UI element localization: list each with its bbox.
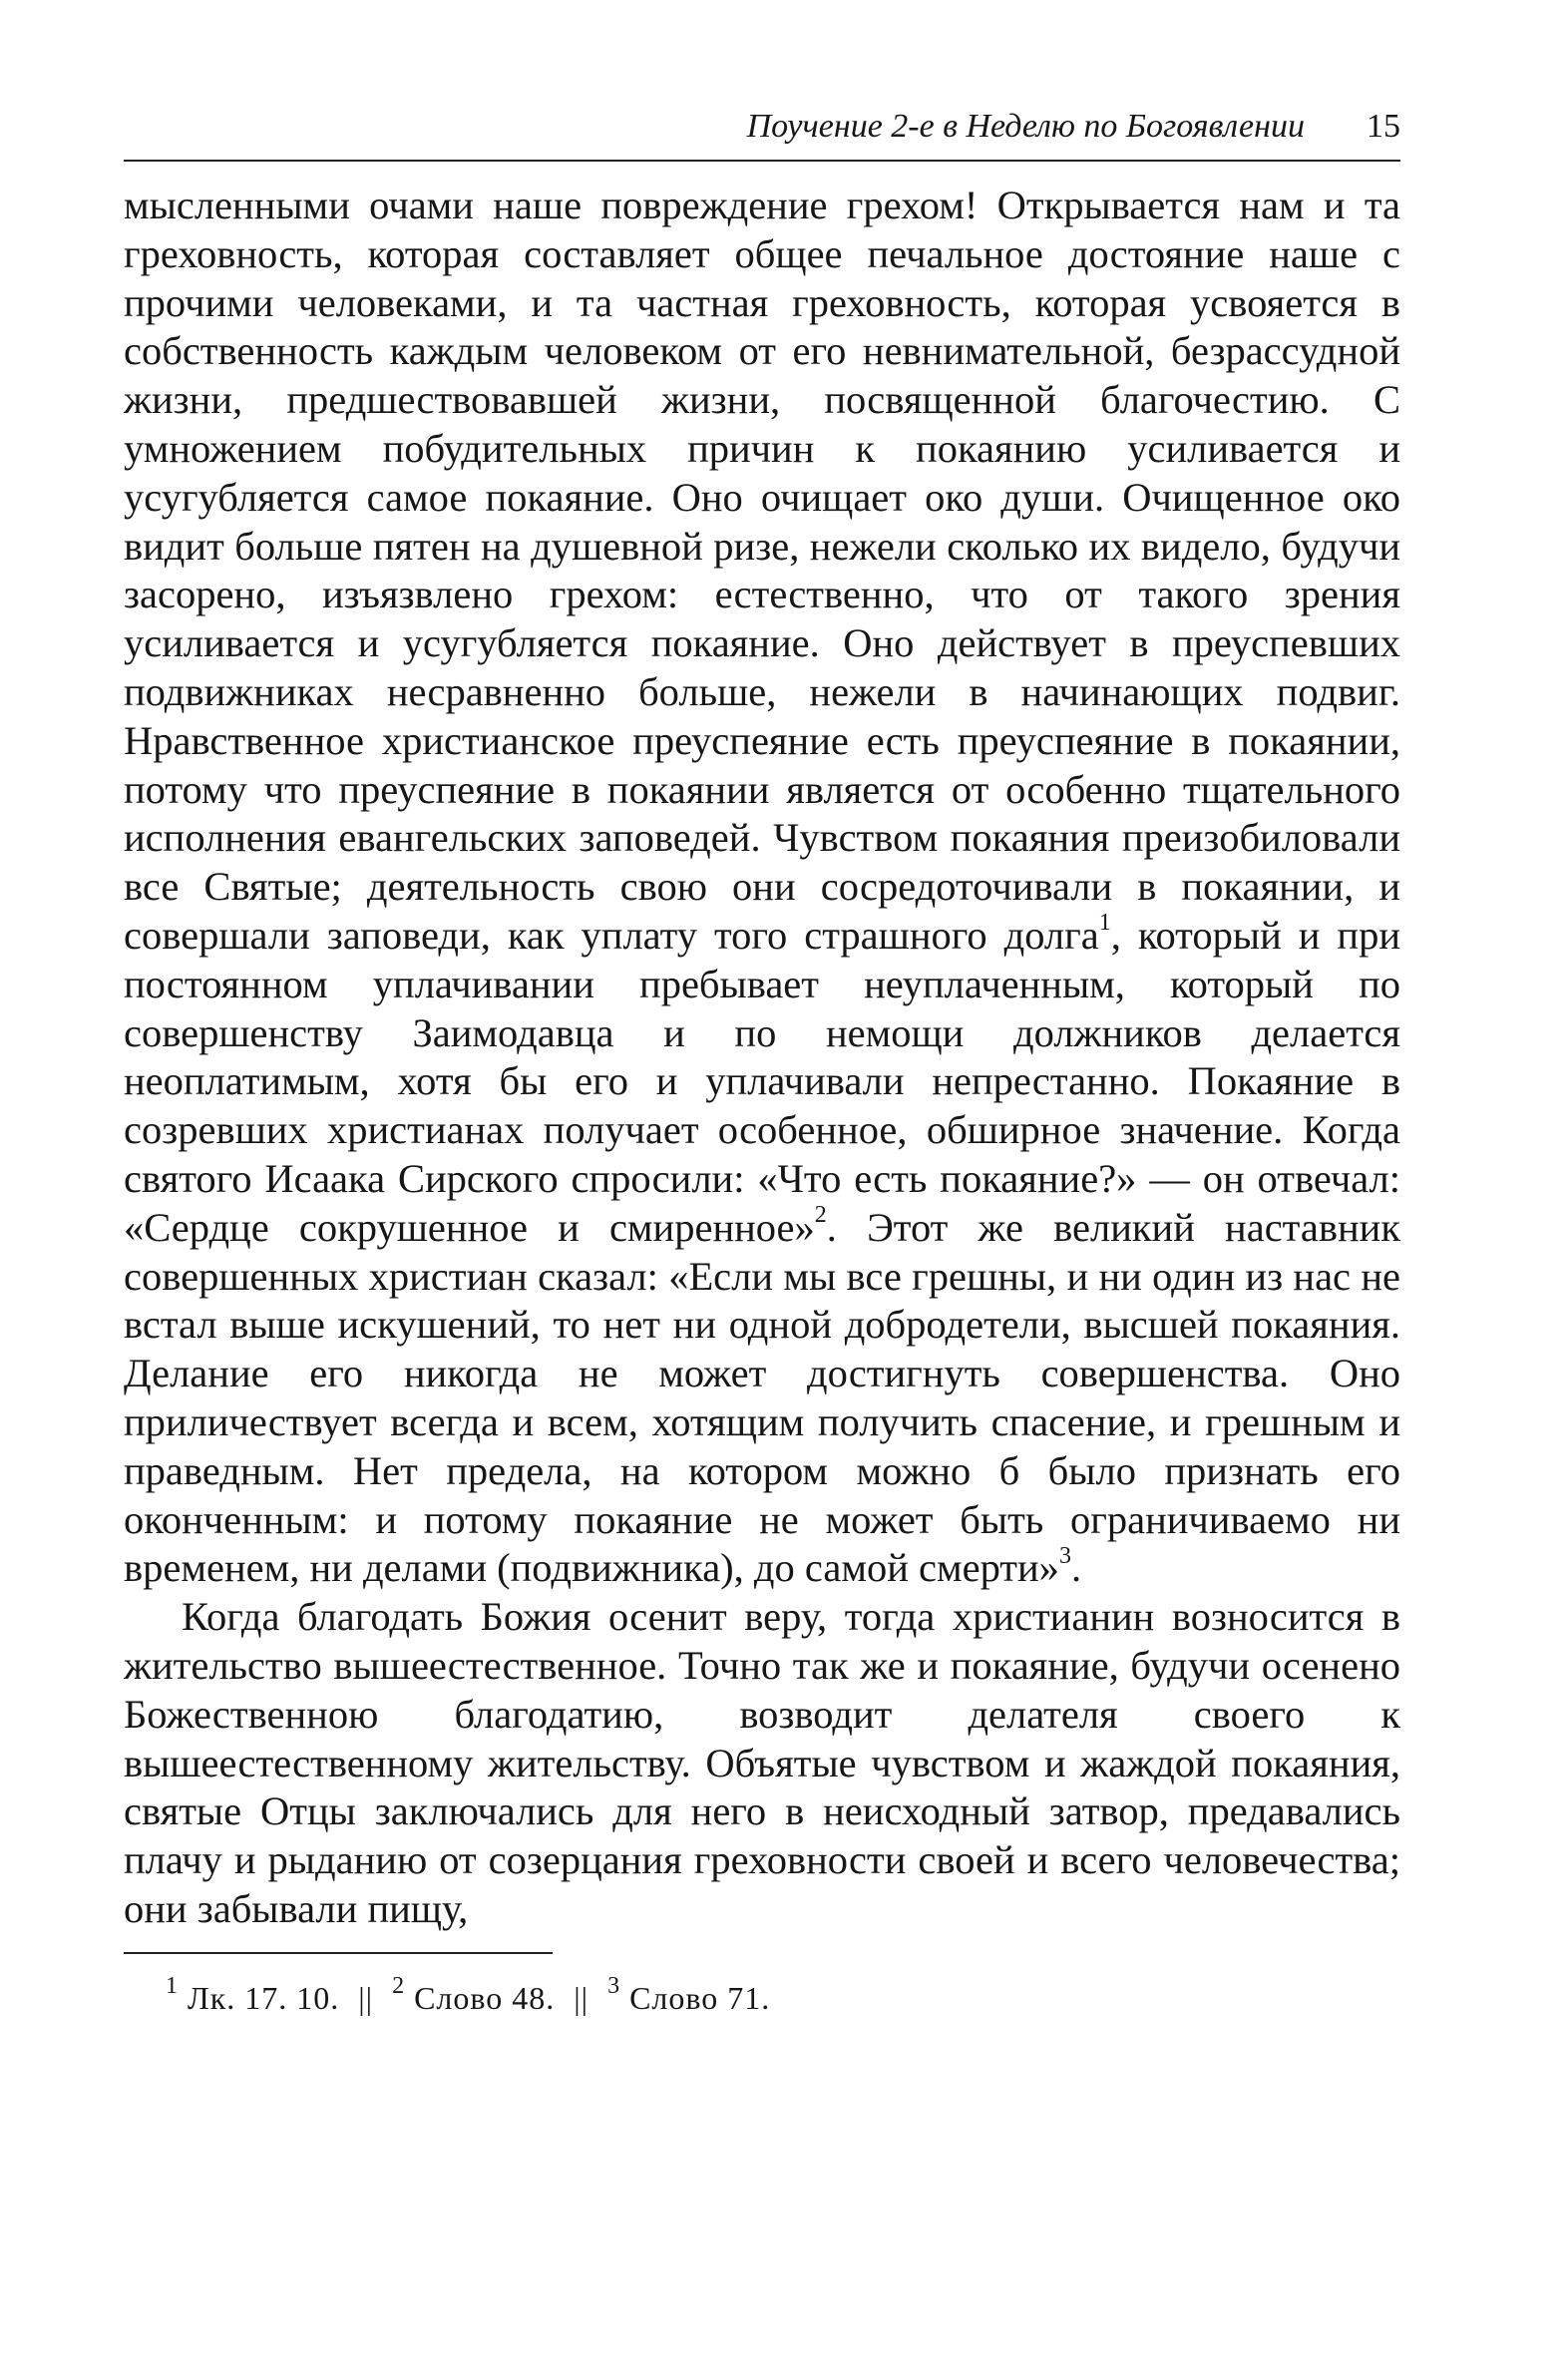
footnote-mark: 3 (607, 1973, 621, 2000)
footnote-mark: 1 (166, 1973, 179, 2000)
book-page (124, 108, 1400, 2018)
footnote-separator: || (358, 1979, 374, 2016)
running-header (124, 108, 1400, 162)
footnotes (124, 1973, 1400, 2018)
footnote-text: Слово 71. (629, 1979, 771, 2016)
footnote-separator: || (574, 1979, 589, 2016)
paragraph-continued (124, 182, 1400, 1593)
footnote (392, 1973, 556, 2016)
footnote-reference: 3 (1058, 1542, 1071, 1569)
footnote-reference: 2 (814, 1202, 827, 1229)
footnote-text: Лк. 17. 10. (188, 1979, 340, 2016)
paragraph-text: . Этот же великий наставник совершенных христиан сказал: «Если мы все грешны, и ни один из нас не встал выше искушений, то нет ни одной добродетели, высшей покаяния. Делание его никогда не может достигнуть совершенства. Оно приличествует всегда и всем, хотящим получить спасение, и грешным и праведным. Нет предела, на котором можно б было признать его оконченным: и потому покаяние не может быть ограничиваемо ни временем, ни делами (подвижника), до самой смерти» (124, 1204, 1400, 1591)
paragraph-text: мысленными очами наше повреждение грехом! Открывается нам и та греховность, которая составляет общее печальное достояние наше с прочими человеками, и та частная греховность, которая усвояется в собственность каждым человеком от его невнимательной, безрассудной жизни, предшествовавшей жизни, посвященной благочестию. С умножением побудительных причин к покаянию усиливается и усугубляется самое покаяние. Оно очищает око души. Очищенное око видит больше пятен на душевной ризе, нежели сколько их видело, будучи засорено, изъязвлено грехом: естественно, что от такого зрения усиливается и усугубляется покаяние. Оно действует в преуспевших подвижниках несравненно больше, нежели в начинающих подвиг. Нравственное христианское преуспеяние есть преуспеяние в покаянии, потому что преуспеяние в покаянии является от особенно тщательного исполнения евангельских заповедей. Чувством покаяния преизобиловали все Святые; деятельность свою они сосредоточивали в покаянии, и совершали заповеди, как уплату того страшного долга (124, 183, 1400, 958)
paragraph-text: . (1070, 1545, 1082, 1591)
footnote (166, 1973, 340, 2016)
paragraph: Когда благодать Божия осенит веру, тогда христианин возносится в жительство вышеестественное. Точно так же и покаяние, будучи осенено Божественною благодатию, возводит делателя своего к вышеестественному жительству. Объятые чувством и жаждой покаяния, святые Отцы заключались для него в неисходный затвор, предавались плачу и рыданию от созерцания греховности своей и всего человечества; они забывали пищу, (124, 1594, 1400, 1931)
footnote-mark: 2 (392, 1973, 406, 2000)
paragraph-text: , который и при постоянном уплачивании пребывает неуплаченным, который по совершенству Заимодавца и по немощи должников делается неоплатимым, хотя бы его и уплачивали непрестанно. Покаяние в созревших христианах получает особенное, обширное значение. Когда святого Исаака Сирского спросили: «Что есть покаяние?» — он отвечал: «Сердце сокрушенное и смиренное» (124, 912, 1400, 1250)
page-number: 15 (1367, 108, 1400, 145)
running-title: Поучение 2-е в Неделю по Богоявлении (746, 108, 1305, 145)
footnote-divider (124, 1952, 553, 1954)
footnote (607, 1973, 771, 2016)
body-text (124, 182, 1400, 1934)
footnote-text: Слово 48. (414, 1979, 556, 2016)
footnote-reference: 1 (1098, 910, 1111, 937)
